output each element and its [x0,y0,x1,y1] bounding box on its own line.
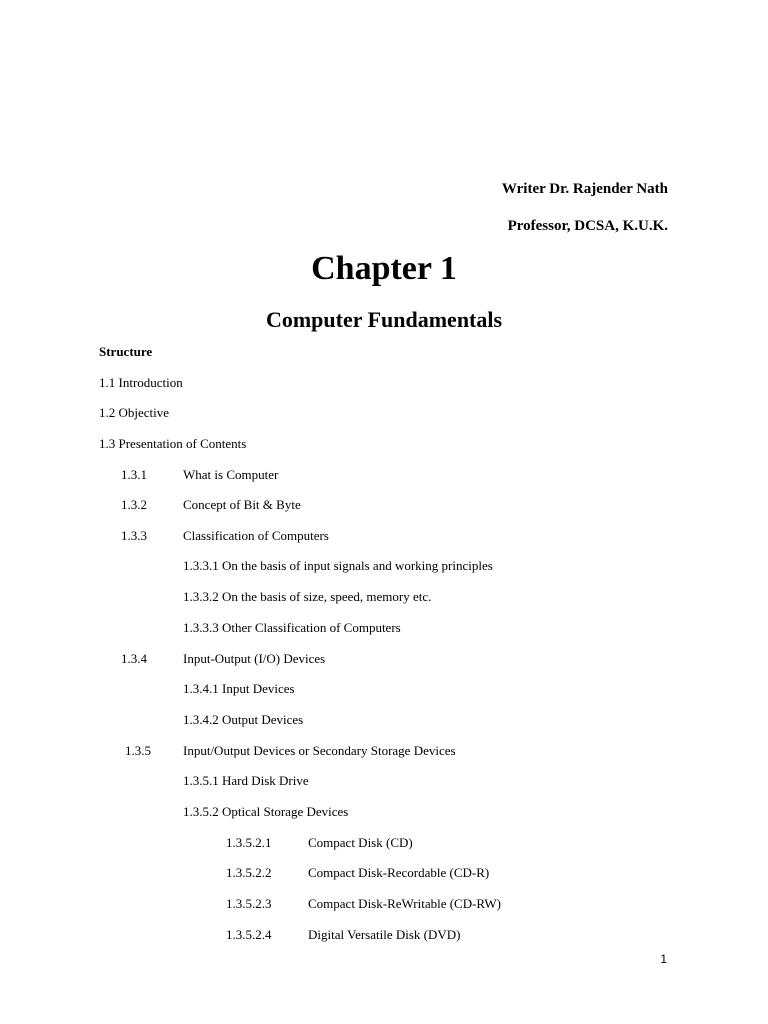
toc-number-1-3-5-2-2: 1.3.5.2.2 [226,865,272,880]
toc-number-1-3-3: 1.3.3 [121,528,147,543]
page-number: 1 [660,952,667,966]
toc-entry-1-2: 1.2 Objective [99,405,170,420]
toc-title-1-3-5-2-2: Compact Disk-Recordable (CD-R) [308,865,490,880]
author-line: Writer Dr. Rajender Nath [501,181,668,197]
toc-entry-1-3-5-2: 1.3.5.2 Optical Storage Devices [183,804,349,819]
chapter-title: Chapter 1 [311,250,457,287]
toc-number-1-3-5: 1.3.5 [125,743,151,758]
toc-entry-1-3-4-1: 1.3.4.1 Input Devices [183,681,295,696]
toc-title-1-3-2: Concept of Bit & Byte [183,497,301,512]
toc-entry-1-3-3-2: 1.3.3.2 On the basis of size, speed, memory etc. [183,589,432,604]
toc-number-1-3-5-2-1: 1.3.5.2.1 [226,835,272,850]
toc-title-1-3-4: Input-Output (I/O) Devices [183,651,326,666]
toc-title-1-3-5-2-4: Digital Versatile Disk (DVD) [308,927,461,942]
toc-number-1-3-5-2-4: 1.3.5.2.4 [226,927,272,942]
toc-title-1-3-5: Input/Output Devices or Secondary Storage Devices [183,743,456,758]
toc-title-1-3-3: Classification of Computers [183,528,329,543]
chapter-subtitle: Computer Fundamentals [265,307,503,332]
toc-title-1-3-1: What is Computer [183,467,279,482]
affiliation-line: Professor, DCSA, K.U.K. [507,218,668,234]
toc-entry-1-3: 1.3 Presentation of Contents [99,436,247,451]
toc-number-1-3-4: 1.3.4 [121,651,147,666]
toc-entry-1-3-4-2: 1.3.4.2 Output Devices [183,712,304,727]
toc-entry-1-1: 1.1 Introduction [99,375,183,390]
toc-number-1-3-1: 1.3.1 [121,467,147,482]
toc-entry-1-3-5-1: 1.3.5.1 Hard Disk Drive [183,773,309,788]
toc-entry-1-3-3-3: 1.3.3.3 Other Classification of Computers [183,620,401,635]
toc-number-1-3-2: 1.3.2 [121,497,147,512]
toc-entry-1-3-3-1: 1.3.3.1 On the basis of input signals and working principles [183,558,493,573]
toc-number-1-3-5-2-3: 1.3.5.2.3 [226,896,272,911]
toc-title-1-3-5-2-1: Compact Disk (CD) [308,835,413,850]
toc-title-1-3-5-2-3: Compact Disk-ReWritable (CD-RW) [308,896,501,911]
structure-heading: Structure [99,344,153,359]
